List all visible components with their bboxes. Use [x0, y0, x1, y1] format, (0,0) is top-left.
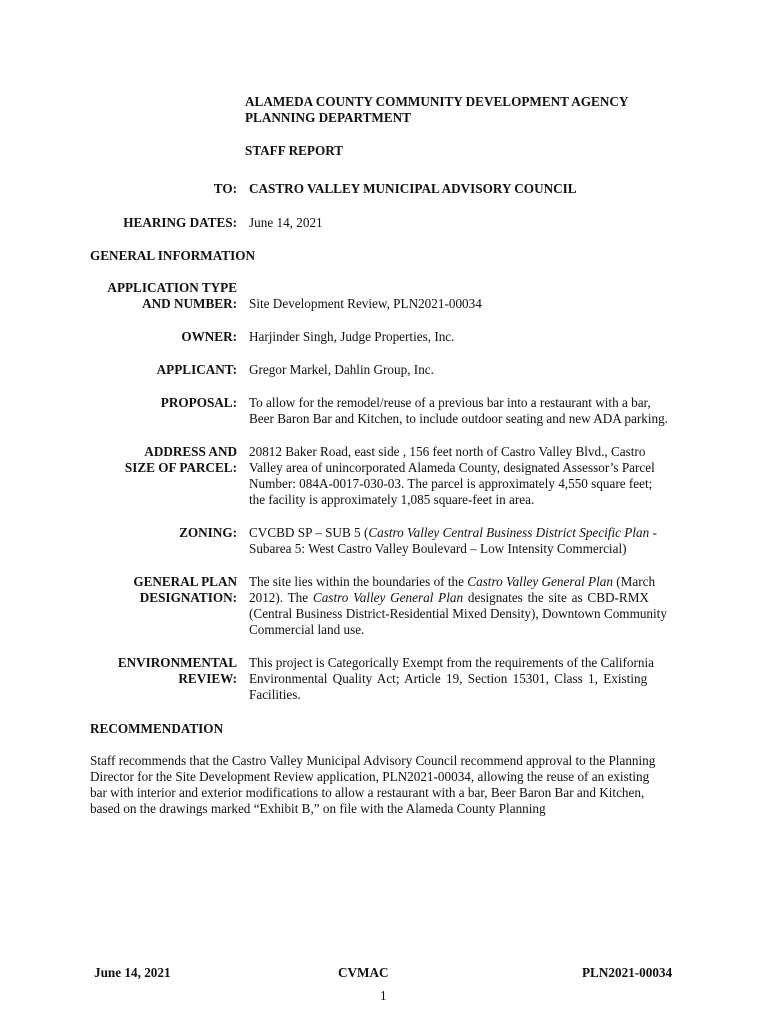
recommendation-line2: Director for the Site Development Review application, PLN2021-00034, allowing the reuse of an existing [90, 769, 650, 784]
address-line1: 20812 Baker Road, east side , 156 feet north of Castro Valley Blvd., Castro [249, 444, 646, 459]
address-label-line2: SIZE OF PARCEL: [124, 460, 237, 475]
general-plan-label-line2: DESIGNATION: [139, 590, 237, 605]
recommendation-line3: bar with interior and exterior modifications to allow a restaurant with a bar, Beer Baron Bar and Kitchen, [90, 785, 645, 800]
general-plan-line1: The site lies within the boundaries of the Castro Valley General Plan (March [249, 574, 656, 589]
general-information-heading: GENERAL INFORMATION [90, 248, 255, 263]
application-label-line2: AND NUMBER: [142, 296, 237, 311]
applicant-label: APPLICANT: [156, 362, 237, 377]
address-line2: Valley area of unincorporated Alameda County, designated Assessor’s Parcel [249, 460, 655, 475]
general-plan-line4: Commercial land use. [249, 622, 365, 637]
footer-date: June 14, 2021 [94, 965, 171, 980]
environmental-line2: Environmental Quality Act; Article 19, Section 15301, Class 1, Existing [249, 671, 648, 686]
applicant-value: Gregor Markel, Dahlin Group, Inc. [249, 362, 434, 377]
general-plan-line2: 2012). The Castro Valley General Plan designates the site as CBD-RMX [249, 590, 649, 605]
to-value: CASTRO VALLEY MUNICIPAL ADVISORY COUNCIL [249, 181, 577, 196]
hearing-date: June 14, 2021 [249, 215, 323, 230]
recommendation-line1: Staff recommends that the Castro Valley Municipal Advisory Council recommend approval to the Planning [90, 753, 656, 768]
address-label-line1: ADDRESS AND [144, 444, 237, 459]
footer-center: CVMAC [338, 965, 389, 980]
proposal-line2: Beer Baron Bar and Kitchen, to include outdoor seating and new ADA parking. [249, 411, 668, 426]
proposal-line1: To allow for the remodel/reuse of a previous bar into a restaurant with a bar, [249, 395, 651, 410]
hearing-label: HEARING DATES: [123, 215, 237, 230]
zoning-line1: CVCBD SP – SUB 5 (Castro Valley Central Business District Specific Plan - [249, 525, 657, 540]
agency-name: ALAMEDA COUNTY COMMUNITY DEVELOPMENT AGENCY [245, 94, 629, 109]
recommendation-line4: based on the drawings marked “Exhibit B,” on file with the Alameda County Planning [90, 801, 546, 816]
general-plan-line3: (Central Business District-Residential Mixed Density), Downtown Community [249, 606, 667, 621]
zoning-line2: Subarea 5: West Castro Valley Boulevard – Low Intensity Commercial) [249, 541, 627, 556]
zoning-label: ZONING: [179, 525, 237, 540]
application-label-line1: APPLICATION TYPE [107, 280, 237, 295]
environmental-label-line1: ENVIRONMENTAL [117, 655, 237, 670]
to-label: TO: [213, 181, 237, 196]
owner-label: OWNER: [181, 329, 237, 344]
page-number: 1 [380, 988, 387, 1003]
address-line4: the facility is approximately 1,085 square-feet in area. [249, 492, 535, 507]
department-name: PLANNING DEPARTMENT [245, 110, 411, 125]
owner-value: Harjinder Singh, Judge Properties, Inc. [249, 329, 455, 344]
report-type: STAFF REPORT [245, 143, 344, 158]
environmental-line1: This project is Categorically Exempt from the requirements of the California [249, 655, 655, 670]
environmental-line3: Facilities. [249, 687, 301, 702]
proposal-label: PROPOSAL: [160, 395, 237, 410]
address-line3: Number: 084A-0017-030-03. The parcel is approximately 4,550 square feet; [249, 476, 653, 491]
recommendation-heading: RECOMMENDATION [90, 721, 224, 736]
footer-number: PLN2021-00034 [582, 965, 673, 980]
application-value: Site Development Review, PLN2021-00034 [249, 296, 482, 311]
environmental-label-line2: REVIEW: [178, 671, 237, 686]
general-plan-label-line1: GENERAL PLAN [133, 574, 237, 589]
